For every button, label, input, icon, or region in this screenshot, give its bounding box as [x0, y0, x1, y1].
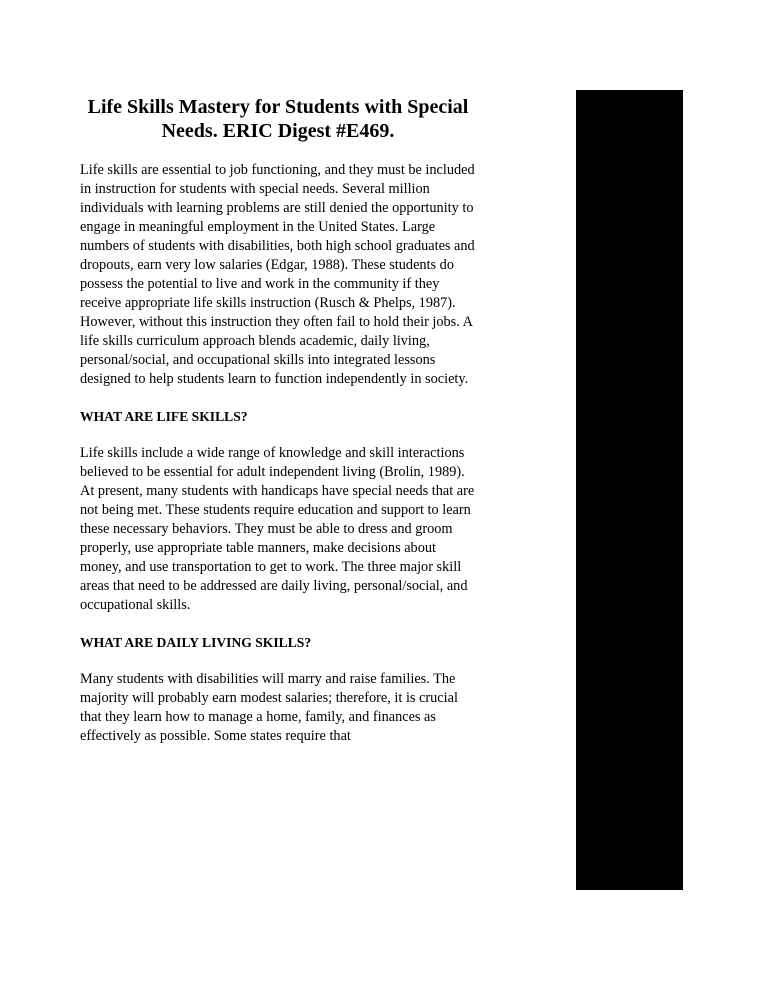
- section-body-daily-living: Many students with disabilities will marry and raise families. The majority will probably earn modest salaries; therefore, it is crucial that they learn how to manage a home, family, and finances as effectively as possible. Some states require that: [80, 671, 458, 744]
- section-heading-life-skills: WHAT ARE LIFE SKILLS?: [80, 409, 248, 424]
- document-column: [80, 95, 476, 764]
- intro-paragraph: Life skills are essential to job functioning, and they must be included in instruction for students with special needs. Several million individuals with learning problems are still denied the opportunity to engage in meaningful employment in the United States. Large numbers of students with disabilities, both high school graduates and dropouts, earn very low salaries (Edgar, 1988). These students do possess the potential to live and work in the community if they receive appropriate life skills instruction (Rusch & Phelps, 1987). However, without this instruction they often fail to hold their jobs. A life skills curriculum approach blends academic, daily living, personal/social, and occupational skills into integrated lessons designed to help students learn to function independently in society.: [80, 162, 475, 387]
- section-heading-daily-living: WHAT ARE DAILY LIVING SKILLS?: [80, 635, 312, 650]
- black-sidebar-panel: [576, 90, 683, 890]
- section-body-life-skills: Life skills include a wide range of knowledge and skill interactions believed to be essential for adult independent living (Brolin, 1989). At present, many students with handicaps have special needs that are not being met. These students require education and support to learn these necessary behaviors. They must be able to dress and groom properly, use appropriate table manners, make decisions about money, and use transportation to get to work. The three major skill areas that need to be addressed are daily living, personal/social, and occupational skills.: [80, 445, 475, 613]
- document-title: Life Skills Mastery for Students with Special Needs. ERIC Digest #E469.: [87, 96, 469, 142]
